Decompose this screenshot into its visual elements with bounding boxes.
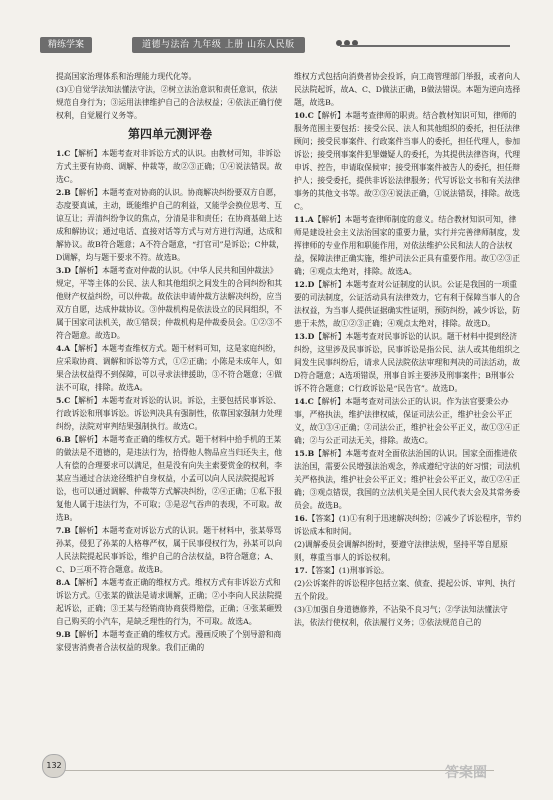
question-number: 4.A (56, 344, 71, 353)
question-number: 2.B (56, 188, 71, 197)
answer-text: 【解析】本题考查对民事诉讼的认识。题干材料中提到经济纠纷，这里涉及民事诉讼，民事诉讼是指公民、法人或其他组织之间发生民事纠纷后，请求人民法院依法审理和判决的司法活动，故D符合题意；A选项错误，刑事自诉主要涉及刑事案件；B刑事公诉不符合题意；C行政诉讼是“民告官”。故选D。 (294, 332, 521, 393)
answer-text: 【答案】(1)刑事诉讼。 (2)公诉案件的诉讼程序包括立案、侦查、提起公诉、审判、执行五个阶段。 (3)①加强自身道德修养，不沾染不良习气；②学法知法懂法守法，依法行使权利，依法履行义务；③依法规范自己的 (294, 566, 516, 627)
question-number: 10.C (294, 111, 314, 120)
answer-item (294, 330, 522, 395)
page-header (40, 34, 510, 56)
page-number: 132 (42, 754, 66, 778)
left-column (56, 70, 284, 654)
answer-text: 【解析】本题考查正确的维权方式。题干材料中拾手机的王某的做法是不道德的，是违法行为，拾得他人物品应当归还失主，他人有偿的合理要求可以满足，但是没有向失主索要赏金的权利，李某应当通过合法途径维护自身权益，小孟可以向人民法院提起诉讼，也可以通过调解、仲裁等方式解决纠纷，②④正确；①私下报复他人属于违法行为，不可取；③是忍气吞声的表现，不可取。故选B。 (56, 435, 283, 522)
question-number: 7.B (56, 526, 71, 535)
question-number: 16. (294, 514, 308, 523)
answer-item (56, 264, 284, 342)
footer-rule (64, 770, 494, 771)
question-number: 3.D (56, 266, 71, 275)
answer-item (56, 147, 284, 186)
question-number: 14.C (294, 397, 314, 406)
answer-text: 【解析】本题考查对非诉讼方式的认识。由教材可知，非诉讼方式主要有协商、调解、仲裁等，故②③正确；①④说法错误。故选C。 (56, 149, 283, 184)
section-title: 第四单元测评卷 (127, 127, 212, 141)
answer-item (294, 278, 522, 330)
answer-item (56, 576, 284, 628)
answer-item (56, 524, 284, 576)
right-answer-list (294, 70, 522, 629)
answer-item (294, 395, 522, 447)
left-answer-list (56, 147, 284, 654)
series-label: 精练学案 (40, 37, 92, 53)
answer-item (56, 394, 284, 433)
answer-item (294, 213, 522, 278)
answer-text: 维权方式包括向消费者协会投诉，向工商管理部门举报，或者向人民法院起诉，故A、C、D做法正确，B做法错误。本题为逆向选择题，故选B。 (294, 72, 521, 107)
question-number: 17. (294, 566, 308, 575)
answer-item (294, 512, 522, 564)
answer-item (56, 186, 284, 264)
answer-text: 【解析】本题考查律师的职责。结合教材知识可知，律师的服务范围主要包括：接受公民、法人和其他组织的委托，担任法律顾问；接受民事案件、行政案件当事人的委托，担任代理人，参加诉讼；接受刑事案件犯罪嫌疑人的委托，为其提供法律咨询，代理申诉、控告，申请取保候审；接受刑事案件被告人的委托，担任辩护人；接受委托，提供非诉讼法律服务；代写诉讼文书和有关法律事务的其他文书等。故②③④说法正确，①说法错误，排除。故选C。 (294, 111, 521, 211)
answer-text: 【解析】本题考查正确的维权方式。维权方式有非诉讼方式和诉讼方式。①张某的做法是请求调解，正确；②小李向人民法院提起诉讼，正确；③王某与经销商协商获得赔偿，正确；④张某砸毁自己购买的小汽车，是缺乏理性的行为，不可取。故选A。 (56, 578, 283, 626)
answer-text: 【解析】本题考查对全面依法治国的认识。国家全面推进依法治国，需要公民增强法治观念，养成遵纪守法的好习惯；司法机关严格执法，维护社会公平正义；维护社会公平正义，故①②④正确；③观点错误，我国的立法机关是全国人民代表大会及其常务委员会。故选B。 (294, 449, 521, 510)
answer-item (56, 433, 284, 524)
right-column (294, 70, 522, 629)
answer-text: 【解析】本题考查律师制度的意义。结合教材知识可知，律师是建设社会主义法治国家的重要力量，实行并完善律师制度，发挥律师的专业作用和职能作用，对依法维护公民和法人的合法权益，保障法律正确实施，维护司法公正具有重要作用。故①②③正确；④观点太绝对，排除。故选A。 (294, 215, 521, 276)
question-number: 6.B (56, 435, 71, 444)
book-title: 道德与法治 九年级 上册 山东人民版 (132, 37, 305, 53)
answer-text: 【答案】(1)①有利于迅速解决纠纷；②减少了诉讼程序，节约诉讼成本和时间。 (2)调解委员会调解纠纷时，要遵守法律法规，坚持平等自愿原则，尊重当事人的诉讼权利。 (294, 514, 522, 562)
answer-item (294, 70, 522, 109)
answer-item (294, 447, 522, 512)
question-number: 9.B (56, 630, 71, 639)
question-number: 8.A (56, 578, 71, 587)
answer-item (56, 342, 284, 394)
question-number: 1.C (56, 149, 71, 158)
header-rule (340, 45, 510, 47)
answer-text: 【解析】本题考查维权方式。题干材料可知，这是家庭纠纷，应采取协商、调解和诉讼等方式，①②正确；小陈是未成年人，如果合法权益得不到保障，可以寻求法律援助，③不符合题意；④做法不可取，排除。故选A。 (56, 344, 283, 392)
answer-item (56, 628, 284, 654)
question-number: 11.A (294, 215, 314, 224)
answer-text: 【解析】本题考查对协商的认识。协商解决纠纷要双方自愿，态度要真诚，主动，既能维护自己的利益，又能学会换位思考、互谅互让；弄清纠纷争议的焦点，分清是非和责任；在协商基础上达成和解协议；通过电话、直接对话等方式与对方进行沟通，达成和解协议。故B符合题意；A不符合题意，“打官司”是诉讼；C仲裁，D调解，均与题干要求不符。故选B。 (56, 188, 285, 262)
intro-line-2: (3)①自觉学法知法懂法守法，②树立法治意识和责任意识，依法规范自身行为；③运用法律维护自己的合法权益；④依法正确行使权利，自觉履行义务等。 (56, 85, 283, 120)
answer-text: 【解析】本题考查对司法公正的认识。作为法官要秉公办事，严格执法，维护法律权威，保证司法公正，维护社会公平正义，故①③④正确；②司法公正，维护社会公平正义，故①③④正确；②与公正司法无关，排除。故选C。 (294, 397, 521, 445)
intro-line-1: 提高国家治理体系和治理能力现代化等。 (56, 72, 197, 81)
answer-text: 【解析】本题考查对诉讼的认识。诉讼，主要包括民事诉讼、行政诉讼和刑事诉讼。诉讼判决具有强制性，依靠国家强制力处理纠纷，法院对审判结果强制执行。故选C。 (56, 396, 283, 431)
question-number: 15.B (294, 449, 315, 458)
answer-text: 【解析】本题考查对仲裁的认识。《中华人民共和国仲裁法》规定，平等主体的公民、法人和其他组织之间发生的合同纠纷和其他财产权益纠纷，可以仲裁。故依法申请仲裁方法解决纠纷，应当双方自愿，达成仲裁协议。③仲裁机构是依法设立的民间组织，不属于国家司法机关，故①错误；仲裁机构是仲裁委员会。①②③不符合题意。故选D。 (56, 266, 283, 340)
answer-text: 【解析】本题考查正确的维权方式。漫画反映了个别导游和商家侵害消费者合法权益的现象。我们正确的 (56, 630, 282, 652)
question-number: 13.D (294, 332, 315, 341)
answer-text: 【解析】本题考查对公证制度的认识。公证是我国的一项重要的司法制度，公证活动具有法律效力，它有利于保障当事人的合法权益，为当事人提供证据确实性证明，预防纠纷，减少诉讼，防患于未然，故①②③正确；④观点太绝对，排除。故选D。 (294, 280, 521, 328)
answer-item (294, 564, 522, 629)
question-number: 5.C (56, 396, 71, 405)
question-number: 12.D (294, 280, 315, 289)
answer-text: 【解析】本题考查对诉讼方式的认识。题干材料中，张某辱骂孙某，侵犯了孙某的人格尊严权，属于民事侵权行为，孙某可以向人民法院提起民事诉讼，维护自己的合法权益，B符合题意；A、C、D三项不符合题意。故选B。 (56, 526, 283, 574)
answer-item (294, 109, 522, 213)
watermark-logo: 答案圈 (445, 765, 487, 781)
